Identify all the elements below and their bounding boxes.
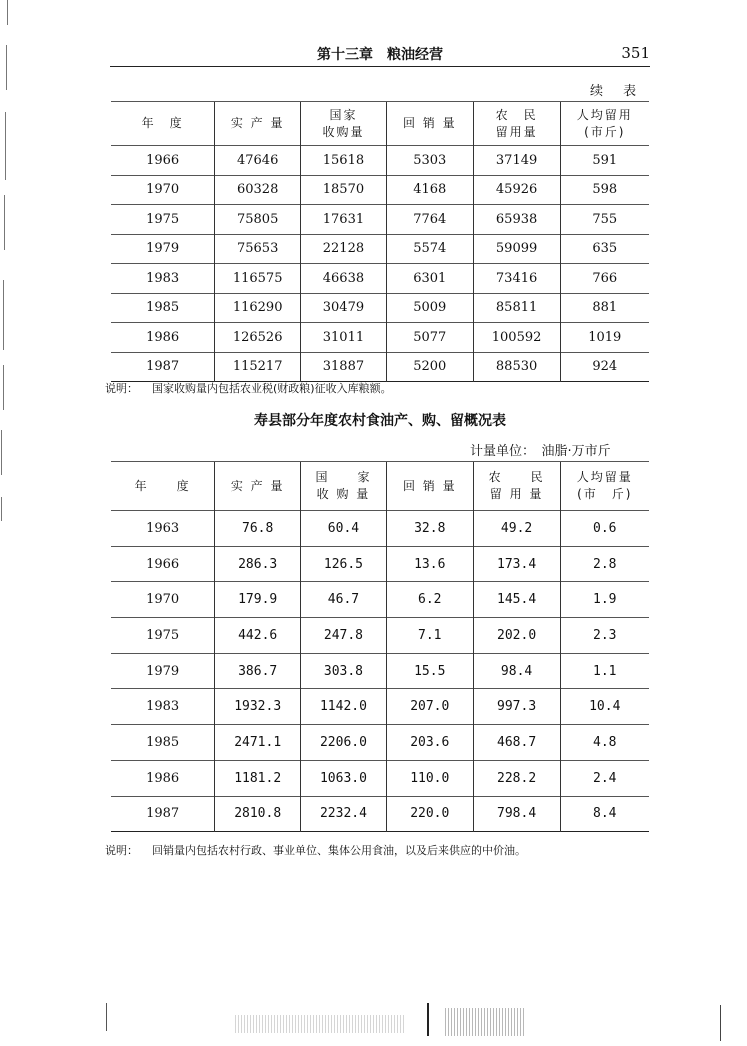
value-cell: 30479 (301, 293, 387, 323)
value-cell: 591 (560, 146, 649, 176)
value-cell: 8.4 (560, 796, 649, 832)
header-per-capita: 人均留用 (市斤) (560, 102, 649, 146)
value-cell: 47646 (215, 146, 301, 176)
value-cell: 46.7 (301, 582, 387, 618)
value-cell: 468.7 (473, 725, 560, 761)
value-cell: 10.4 (560, 689, 649, 725)
table-title: 寿县部分年度农村食油产、购、留概况表 (254, 413, 506, 429)
table-row (111, 175, 649, 205)
value-cell: 2.3 (560, 618, 649, 654)
year-cell: 1987 (111, 796, 215, 832)
value-cell: 0.6 (560, 511, 649, 547)
value-cell: 1019 (560, 323, 649, 353)
value-cell: 2810.8 (215, 796, 301, 832)
scan-margin-line (3, 365, 4, 410)
value-cell: 766 (560, 264, 649, 294)
value-cell: 5574 (386, 234, 473, 264)
value-cell: 1063.0 (301, 760, 387, 796)
value-cell: 75805 (215, 205, 301, 235)
value-cell: 442.6 (215, 618, 301, 654)
value-cell: 7.1 (386, 618, 473, 654)
value-cell: 207.0 (386, 689, 473, 725)
note-text: 国家收购量内包括农业税(财政粮)征收入库粮额。 (152, 382, 392, 395)
value-cell: 179.9 (215, 582, 301, 618)
value-cell: 1932.3 (215, 689, 301, 725)
year-cell: 1986 (111, 323, 215, 353)
value-cell: 18570 (301, 175, 387, 205)
table-header-row (111, 102, 649, 146)
value-cell: 65938 (473, 205, 560, 235)
value-cell: 116575 (215, 264, 301, 294)
scan-noise (445, 1008, 525, 1036)
header-state-purchase: 国家 收购量 (301, 102, 387, 146)
value-cell: 85811 (473, 293, 560, 323)
year-cell: 1983 (111, 264, 215, 294)
value-cell: 997.3 (473, 689, 560, 725)
table-row (111, 205, 649, 235)
value-cell: 75653 (215, 234, 301, 264)
value-cell: 247.8 (301, 618, 387, 654)
year-cell: 1970 (111, 582, 215, 618)
value-cell: 798.4 (473, 796, 560, 832)
value-cell: 2.4 (560, 760, 649, 796)
value-cell: 2232.4 (301, 796, 387, 832)
value-cell: 5303 (386, 146, 473, 176)
value-cell: 46638 (301, 264, 387, 294)
table-row (111, 796, 649, 832)
header-year: 年 度 (111, 462, 215, 511)
value-cell: 145.4 (473, 582, 560, 618)
value-cell: 386.7 (215, 653, 301, 689)
year-cell: 1975 (111, 618, 215, 654)
year-cell: 1987 (111, 352, 215, 382)
value-cell: 2206.0 (301, 725, 387, 761)
value-cell: 228.2 (473, 760, 560, 796)
value-cell: 126.5 (301, 546, 387, 582)
table-row (111, 293, 649, 323)
year-cell: 1986 (111, 760, 215, 796)
running-head (110, 40, 650, 67)
scan-margin-line (6, 45, 7, 90)
value-cell: 202.0 (473, 618, 560, 654)
year-cell: 1966 (111, 146, 215, 176)
table-row (111, 323, 649, 353)
header-farmer-retained: 农 民 留 用 量 (473, 462, 560, 511)
edible-oil-table (111, 461, 649, 832)
table-row (111, 760, 649, 796)
scan-margin-line (5, 112, 6, 180)
value-cell: 220.0 (386, 796, 473, 832)
table-row (111, 725, 649, 761)
value-cell: 2.8 (560, 546, 649, 582)
year-cell: 1979 (111, 653, 215, 689)
table-note (105, 842, 526, 858)
header-actual-output: 实 产 量 (215, 462, 301, 511)
chapter-title: 第十三章 粮油经营 (317, 47, 443, 63)
scan-mark (427, 1003, 429, 1036)
value-cell: 76.8 (215, 511, 301, 547)
header-state-purchase: 国 家 收 购 量 (301, 462, 387, 511)
year-cell: 1975 (111, 205, 215, 235)
table-row (111, 146, 649, 176)
value-cell: 60.4 (301, 511, 387, 547)
value-cell: 1181.2 (215, 760, 301, 796)
table-row (111, 234, 649, 264)
scan-margin-line (7, 0, 8, 25)
page-number: 351 (621, 44, 650, 62)
year-cell: 1963 (111, 511, 215, 547)
header-farmer-retained: 农 民 留用量 (473, 102, 560, 146)
year-cell: 1983 (111, 689, 215, 725)
value-cell: 7764 (386, 205, 473, 235)
value-cell: 22128 (301, 234, 387, 264)
value-cell: 116290 (215, 293, 301, 323)
value-cell: 4.8 (560, 725, 649, 761)
header-year: 年 度 (111, 102, 215, 146)
table-row (111, 653, 649, 689)
header-actual-output: 实 产 量 (215, 102, 301, 146)
unit-label: 计量单位： 油脂·万市斤 (470, 444, 611, 459)
table-note (105, 380, 392, 396)
value-cell: 60328 (215, 175, 301, 205)
value-cell: 126526 (215, 323, 301, 353)
note-text: 回销量内包括农村行政、事业单位、集体公用食油，以及后来供应的中价油。 (152, 844, 526, 857)
value-cell: 31011 (301, 323, 387, 353)
continued-table-label: 续 表 (590, 84, 645, 99)
table-header-row (111, 462, 649, 511)
value-cell: 13.6 (386, 546, 473, 582)
table-row (111, 582, 649, 618)
value-cell: 88530 (473, 352, 560, 382)
table-row (111, 618, 649, 654)
table-row (111, 511, 649, 547)
note-label: 说明： (105, 382, 138, 395)
header-per-capita: 人均留量 (市 斤) (560, 462, 649, 511)
value-cell: 15.5 (386, 653, 473, 689)
table-row (111, 264, 649, 294)
value-cell: 203.6 (386, 725, 473, 761)
scan-noise (235, 1015, 405, 1033)
value-cell: 1142.0 (301, 689, 387, 725)
value-cell: 37149 (473, 146, 560, 176)
scan-margin-line (3, 280, 4, 350)
year-cell: 1985 (111, 293, 215, 323)
note-label: 说明： (105, 844, 138, 857)
value-cell: 45926 (473, 175, 560, 205)
value-cell: 2471.1 (215, 725, 301, 761)
value-cell: 173.4 (473, 546, 560, 582)
value-cell: 5077 (386, 323, 473, 353)
value-cell: 110.0 (386, 760, 473, 796)
value-cell: 32.8 (386, 511, 473, 547)
value-cell: 924 (560, 352, 649, 382)
value-cell: 73416 (473, 264, 560, 294)
value-cell: 31887 (301, 352, 387, 382)
year-cell: 1966 (111, 546, 215, 582)
value-cell: 5200 (386, 352, 473, 382)
value-cell: 4168 (386, 175, 473, 205)
value-cell: 49.2 (473, 511, 560, 547)
value-cell: 59099 (473, 234, 560, 264)
year-cell: 1970 (111, 175, 215, 205)
table-row (111, 546, 649, 582)
value-cell: 115217 (215, 352, 301, 382)
scan-mark (720, 1005, 721, 1041)
value-cell: 6301 (386, 264, 473, 294)
year-cell: 1985 (111, 725, 215, 761)
value-cell: 98.4 (473, 653, 560, 689)
scan-margin-line (1, 497, 2, 521)
grain-table (111, 101, 649, 382)
value-cell: 17631 (301, 205, 387, 235)
value-cell: 598 (560, 175, 649, 205)
header-resale: 回 销 量 (386, 102, 473, 146)
scan-margin-line (1, 430, 2, 475)
value-cell: 6.2 (386, 582, 473, 618)
scan-margin-line (4, 195, 5, 250)
value-cell: 881 (560, 293, 649, 323)
value-cell: 15618 (301, 146, 387, 176)
value-cell: 100592 (473, 323, 560, 353)
table-row (111, 352, 649, 382)
year-cell: 1979 (111, 234, 215, 264)
table-row (111, 689, 649, 725)
scan-mark (106, 1003, 107, 1031)
value-cell: 5009 (386, 293, 473, 323)
value-cell: 1.1 (560, 653, 649, 689)
value-cell: 1.9 (560, 582, 649, 618)
value-cell: 303.8 (301, 653, 387, 689)
value-cell: 286.3 (215, 546, 301, 582)
header-resale: 回 销 量 (386, 462, 473, 511)
value-cell: 635 (560, 234, 649, 264)
value-cell: 755 (560, 205, 649, 235)
